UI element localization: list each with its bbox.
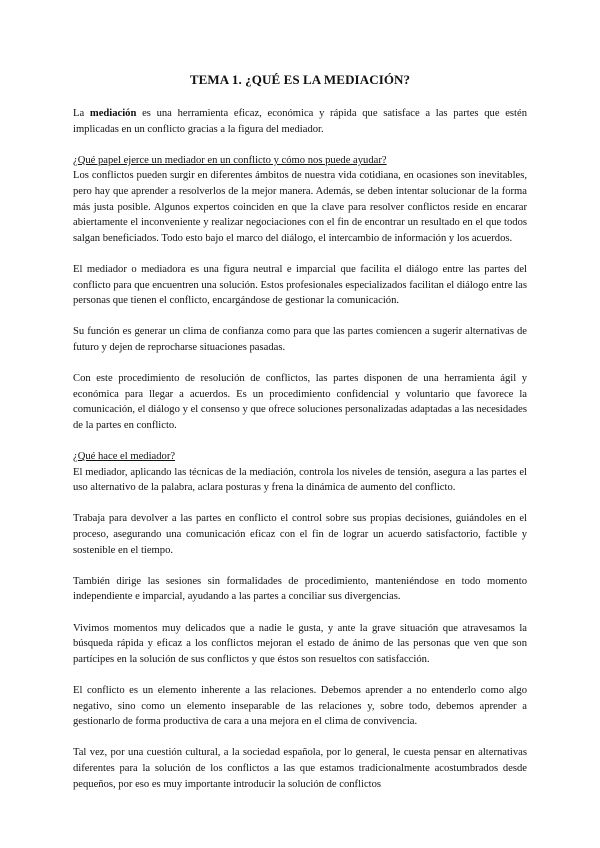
intro-paragraph: [73, 106, 527, 137]
question-heading-1: ¿Qué papel ejerce un mediador en un conflicto y cómo nos puede ayudar?: [73, 154, 387, 166]
paragraph-4: Con este procedimiento de resolución de conflictos, las partes disponen de una herramienta ágil y económica para llegar a acuerdos. Es un procedimiento confidencial y voluntario que favorece la comunicación, el diálogo y el consenso y que ofrece soluciones personalizadas adaptadas a las necesidades de la partes en conflicto.: [73, 373, 527, 431]
document-page: [73, 72, 527, 792]
paragraph-8: Vivimos momentos muy delicados que a nadie le gusta, y ante la grave situación que atravesamos la búsqueda rápida y eficaz a los conflictos mejoran el estado de ánimo de las personas que ven que son partícipes en la solución de sus conflictos y que éstos son resueltos con satisfacción.: [73, 622, 527, 665]
paragraph-9: El conflicto es un elemento inherente a las relaciones. Debemos aprender a no entenderlo como algo negativo, sino como un elemento inseparable de las relaciones y, sobre todo, debemos aprender a gestionarlo de forma productiva de cara a una mejora en el clima de convivencia.: [73, 684, 527, 728]
paragraph-3: Su función es generar un clima de confianza como para que las partes comiencen a sugerir alternativas de futuro y dejen de reprocharse situaciones pasadas.: [73, 326, 527, 353]
paragraph-5: El mediador, aplicando las técnicas de la mediación, controla los niveles de tensión, asegura a las partes el uso alternativo de la palabra, aclara posturas y frena la dinámica de aumento del conflicto.: [73, 466, 527, 494]
intro-suffix: es una herramienta eficaz, económica y rápida que satisface a las partes que estén implicadas en un conflicto gracias a la figura del mediador.: [73, 108, 527, 135]
paragraph-6: Trabaja para devolver a las partes en conflicto el control sobre sus propias decisiones, guiándoles en el proceso, asegurando una comunicación eficaz con el fin de lograr un acuerdo satisfactorio, factible y sostenible en el tiempo.: [73, 513, 527, 556]
intro-prefix: La: [73, 108, 90, 119]
paragraph-1: Los conflictos pueden surgir en diferentes ámbitos de nuestra vida cotidiana, en ocasiones son inevitables, pero hay que aprender a resolverlos de la mejor manera. Además, se deben intentar solucionar de la forma más justa posible. Algunos expertos coinciden en que la clave para resolver conflictos reside en encarar abiertamente el inconveniente y realizar negociaciones con el fin de encontrar un resultado en el que todos salgan beneficiados. Todo esto bajo el marco del diálogo, el intercambio de información y los acuerdos.: [73, 170, 527, 244]
paragraph-10: Tal vez, por una cuestión cultural, a la sociedad española, por lo general, le cuesta pensar en alternativas diferentes para la solución de los conflictos a las que estamos tradicionalmente acostumbrados desde pequeños, por eso es muy importante introducir la solución de conflictos: [73, 747, 527, 790]
paragraph-7: También dirige las sesiones sin formalidades de procedimiento, manteniéndose en todo momento independiente e imparcial, ayudando a las partes a conciliar sus divergencias.: [73, 575, 527, 603]
intro-bold-term: mediación: [89, 108, 137, 119]
question-heading-2: ¿Qué hace el mediador?: [73, 451, 176, 463]
paragraph-2: El mediador o mediadora es una figura neutral e imparcial que facilita el diálogo entre las partes del conflicto para que encuentren una solución. Estos profesionales especializados facilitan el diálogo entre las personas que tienen el conflicto, encargándose de gestionar la comunicación.: [73, 263, 527, 307]
page-title: TEMA 1. ¿QUÉ ES LA MEDIACIÓN?: [189, 72, 411, 87]
